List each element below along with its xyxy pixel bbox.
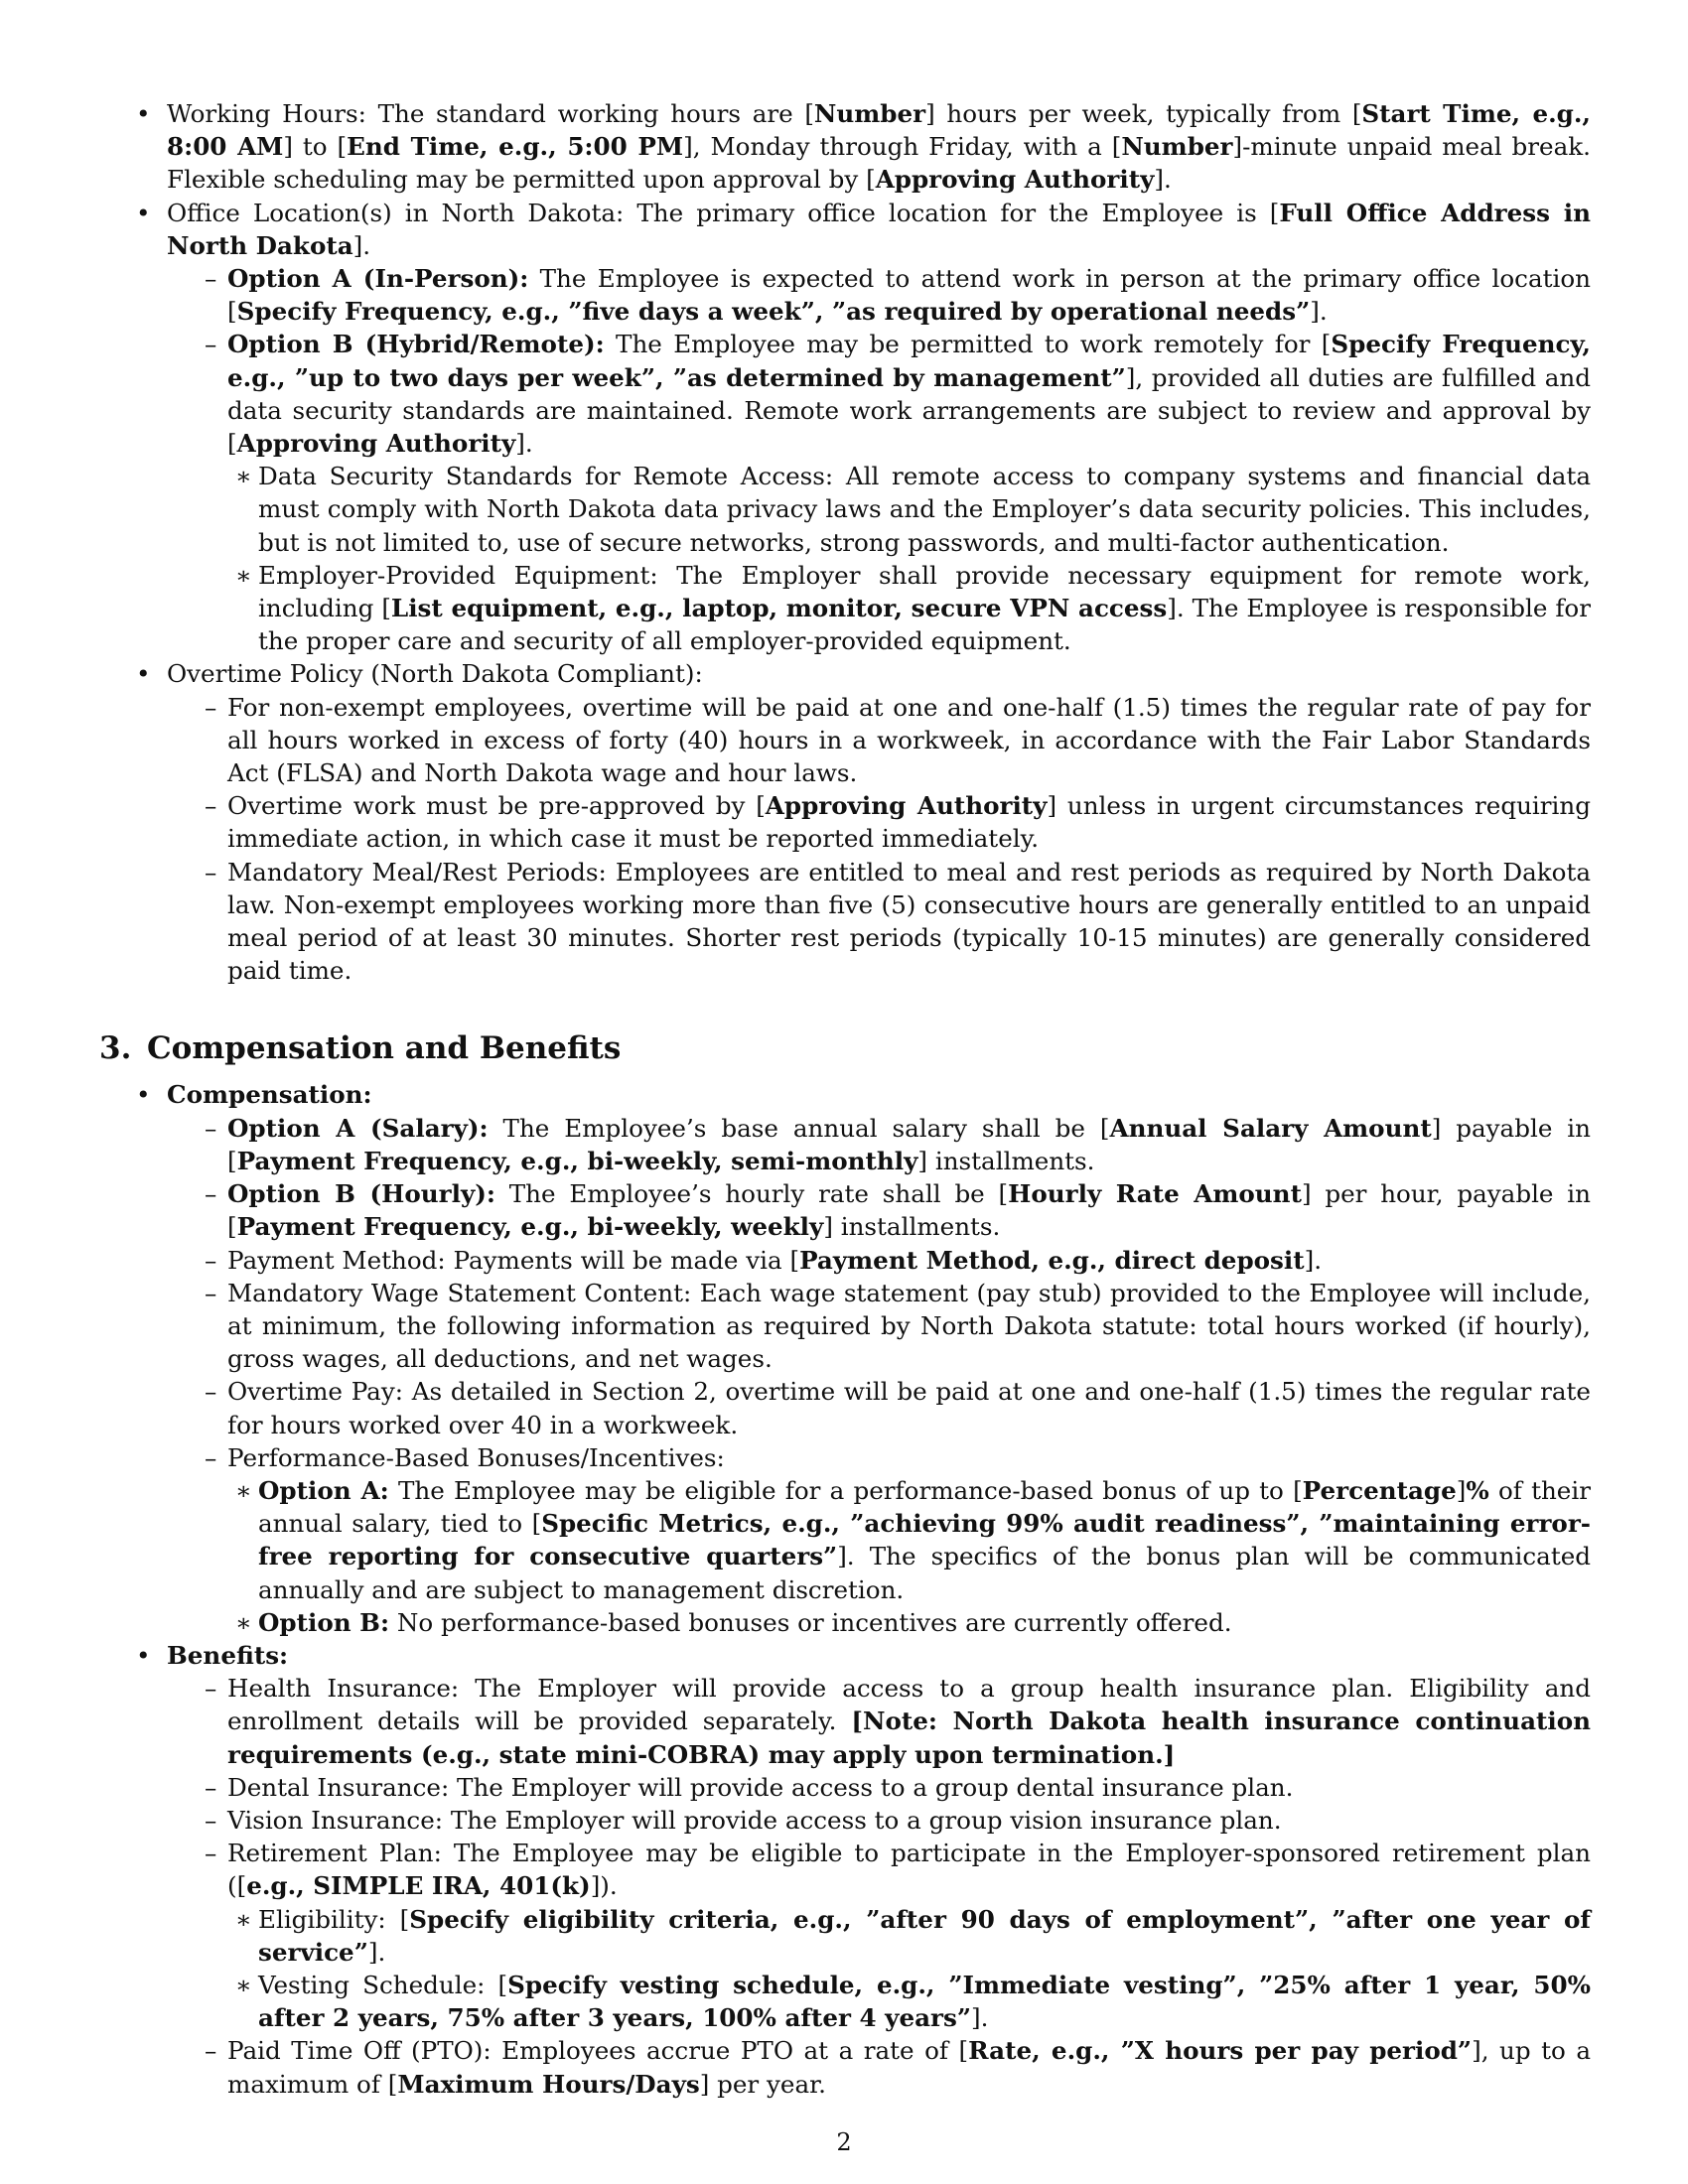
placeholder-text: Specific Metrics, e.g., ”achieving 99% audit readiness”, ”maintaining error-free reporting for consecutive quarters” [258, 1509, 1592, 1571]
text-span: Retirement Plan: The Employee may be eligible to participate in the Employer-sponsored retirement plan ([ [227, 1839, 1591, 1901]
text-span: Employer-Provided Equipment: The Employer shall provide necessary equipment for remote work, including [ [258, 560, 1591, 623]
text-span: Health Insurance: The Employer will provide access to a group health insurance plan. Eligibility and enrollment details will be provided separately. [227, 1674, 1591, 1736]
bullet-marker: • [136, 1080, 151, 1110]
text-span: ], provided all duties are fulfilled and data security standards are maintained. Remote work arrangements are subject to review and approval by [ [227, 362, 1591, 459]
placeholder-text: Specify Frequency, e.g., ”up to two days per week”, ”as determined by management” [227, 330, 1591, 392]
placeholder-text: Specify vesting schedule, e.g., ”Immediate vesting”, ”25% after 1 year, 50% after 2 years, 75% after 3 years, 100% after 4 years” [258, 1970, 1591, 2033]
page-number: 2 [836, 2128, 852, 2156]
list-item-overtime-policy [99, 657, 1591, 987]
text-span: Eligibility: [ [258, 1904, 410, 1934]
text-span: Dental Insurance: The Employer will provide access to a group dental insurance plan. [227, 1772, 1294, 1802]
bullet-marker: • [136, 99, 151, 128]
option-label: Option A (In-Person): [227, 264, 529, 294]
placeholder-text: Specify eligibility criteria, e.g., ”after 90 days of employment”, ”after one year of service” [258, 1904, 1591, 1967]
text-span: of their annual salary, tied to [ [258, 1475, 1591, 1539]
text-span: Mandatory Wage Statement Content: Each wage statement (pay stub) provided to the Employee will include, at minimum, the following information as required by North Dakota statute: total hours worked (if hourly), gross wages, all deductions, and net wages. [227, 1278, 1591, 1374]
text-span: ]). [590, 1871, 618, 1901]
text-span: ]. [515, 429, 533, 459]
retirement-details-list [227, 1903, 1591, 2035]
dash-marker: – [205, 1805, 217, 1835]
text-span: ] to [ [283, 132, 348, 162]
text-span: The Employee is expected to attend work in person at the primary office location [ [227, 264, 1592, 327]
note-text: [Note: North Dakota health insurance continuation requirements (e.g., state mini-COBRA) may apply upon termination.] [227, 1706, 1591, 1769]
list-item-vesting [227, 1969, 1591, 2034]
placeholder-text: Percentage [1302, 1475, 1457, 1505]
placeholder-text: Hourly Rate Amount [1008, 1179, 1302, 1209]
compensation-list [167, 1112, 1591, 1639]
subsection-title: Benefits: [167, 1640, 289, 1670]
text-span: Paid Time Off (PTO): Employees accrue PTO at a rate of [ [227, 2036, 969, 2066]
placeholder-text: Number [1121, 132, 1233, 162]
star-marker: ∗ [235, 560, 252, 590]
dash-marker: – [205, 1674, 217, 1704]
bullet-marker: • [136, 1640, 151, 1670]
bullet-marker: • [136, 659, 151, 689]
text-span: ] payable in [ [227, 1113, 1592, 1175]
text-span: Vision Insurance: The Employer will provide access to a group vision insurance plan. [227, 1805, 1282, 1835]
list-item-bonus-option-b [227, 1606, 1591, 1639]
text-span: Performance-Based Bonuses/Incentives: [227, 1442, 725, 1472]
office-options-list [167, 262, 1591, 657]
list-item-option-a-in-person [167, 262, 1591, 328]
percent-sign: % [1466, 1475, 1489, 1505]
text-span: Office Location(s) in North Dakota: The primary office location for the Employee is [ [167, 198, 1280, 227]
list-item-compensation [99, 1078, 1591, 1638]
dash-marker: – [205, 1278, 217, 1307]
dash-marker: – [205, 1772, 217, 1802]
text-span: ], Monday through Friday, with a [ [683, 132, 1122, 162]
placeholder-text: Approving Authority [875, 165, 1155, 195]
list-item-salary [167, 1112, 1591, 1177]
section2-list [99, 97, 1591, 987]
list-item-overtime-pay [167, 1375, 1591, 1440]
benefits-list [167, 1672, 1591, 2101]
text-span: The Employee’s base annual salary shall be [ [488, 1113, 1110, 1143]
list-item-benefits [99, 1639, 1591, 2101]
text-span: ], up to a maximum of [ [227, 2036, 1591, 2099]
section3-list [99, 1078, 1591, 2100]
star-marker: ∗ [235, 1607, 252, 1637]
list-item-payment-method [167, 1244, 1591, 1277]
list-item-office-location [99, 197, 1591, 658]
placeholder-text: Full Office Address in North Dakota [167, 198, 1591, 260]
option-label: Option B (Hourly): [227, 1179, 495, 1209]
list-item-bonus-option-a [227, 1474, 1591, 1606]
placeholder-text: Payment Frequency, e.g., bi-weekly, semi-monthly [236, 1146, 918, 1175]
dash-marker: – [205, 330, 217, 359]
dash-marker: – [205, 264, 217, 294]
option-label: Option A (Salary): [227, 1113, 489, 1143]
text-span: Vesting Schedule: [ [258, 1970, 508, 1999]
text-span: ]. [1310, 297, 1328, 327]
bullet-marker: • [136, 198, 151, 227]
document-page [99, 97, 1591, 2101]
placeholder-text: Rate, e.g., ”X hours per pay period” [968, 2036, 1473, 2066]
placeholder-text: Maximum Hours/Days [397, 2069, 700, 2099]
option-label: Option A: [258, 1475, 389, 1505]
list-item-vision-insurance [167, 1804, 1591, 1837]
star-marker: ∗ [235, 1475, 252, 1505]
placeholder-text: Approving Authority [236, 429, 516, 459]
text-span: The Employee may be permitted to work remotely for [ [604, 330, 1332, 359]
star-marker: ∗ [235, 1970, 252, 1999]
text-span: ] installments. [917, 1146, 1095, 1175]
dash-marker: – [205, 1377, 217, 1407]
dash-marker: – [205, 857, 217, 887]
text-span: Mandatory Meal/Rest Periods: Employees are entitled to meal and rest periods as required by North Dakota law. Non-exempt employees working more than five (5) consecutive hours are generally entitled to an unpaid meal period of at least 30 minutes. Shorter rest periods (typically 10-15 minutes) are generally considered paid time. [227, 857, 1591, 986]
dash-marker: – [205, 1245, 217, 1275]
text-span: The Employee’s hourly rate shall be [ [494, 1179, 1009, 1209]
text-span: Data Security Standards for Remote Access: All remote access to company systems and financial data must comply with North Dakota data privacy laws and the Employer’s data security policies. This includes, but is not limited to, use of secure networks, strong passwords, and multi-factor authentication. [258, 462, 1591, 557]
placeholder-text: Number [813, 99, 926, 128]
placeholder-text: Payment Frequency, e.g., bi-weekly, weekly [236, 1212, 824, 1242]
list-item-eligibility [227, 1903, 1591, 1969]
option-label: Option B (Hybrid/Remote): [227, 330, 605, 359]
text-span: For non-exempt employees, overtime will be paid at one and one-half (1.5) times the regular rate of pay for all hours worked in excess of forty (40) hours in a workweek, in accordance with the Fair Labor Standards Act (FLSA) and North Dakota wage and hour laws. [227, 692, 1591, 788]
section-title: Compensation and Benefits [147, 1030, 622, 1067]
text-span: ]. [971, 2003, 989, 2033]
text-span: Overtime Policy (North Dakota Compliant): [167, 659, 703, 689]
dash-marker: – [205, 1442, 217, 1472]
text-span: ] unless in urgent circumstances requiring immediate action, in which case it must be reported immediately. [227, 791, 1591, 854]
remote-details-list [227, 460, 1591, 657]
list-item-bonuses [167, 1441, 1591, 1639]
dash-marker: – [205, 2036, 217, 2066]
placeholder-text: End Time, e.g., 5:00 PM [347, 132, 684, 162]
text-span: ] per year. [699, 2069, 826, 2099]
dash-marker: – [205, 1839, 217, 1868]
text-span: ]-minute unpaid meal break. Flexible scheduling may be permitted upon approval by [ [167, 132, 1591, 195]
option-label: Option B: [258, 1607, 390, 1637]
list-item-meal-rest [167, 856, 1591, 988]
dash-marker: – [205, 1113, 217, 1143]
text-span: ]. [1304, 1245, 1323, 1275]
dash-marker: – [205, 1179, 217, 1209]
list-item-working-hours [99, 97, 1591, 197]
placeholder-text: List equipment, e.g., laptop, monitor, secure VPN access [390, 594, 1168, 623]
list-item-non-exempt [167, 691, 1591, 790]
bonus-options-list [227, 1474, 1591, 1639]
dash-marker: – [205, 692, 217, 722]
placeholder-text: Specify Frequency, e.g., ”five days a week”, ”as required by operational needs” [236, 297, 1311, 327]
text-span: ]. The Employee is responsible for the proper care and security of all employer-provided equipment. [258, 594, 1591, 656]
text-span: Overtime Pay: As detailed in Section 2, overtime will be paid at one and one-half (1.5) times the regular rate for hours worked over 40 in a workweek. [227, 1377, 1591, 1439]
text-span: ]. [367, 1937, 386, 1967]
list-item-pto [167, 2034, 1591, 2100]
list-item-health-insurance [167, 1672, 1591, 1771]
text-span: The Employee may be eligible for a performance-based bonus of up to [ [388, 1475, 1303, 1505]
text-span: ]. [352, 230, 371, 260]
placeholder-text: Annual Salary Amount [1109, 1113, 1432, 1143]
placeholder-text: e.g., SIMPLE IRA, 401(k) [246, 1871, 591, 1901]
list-item-equipment [227, 559, 1591, 658]
star-marker: ∗ [235, 462, 252, 491]
text-span: ] per hour, payable in [ [227, 1179, 1591, 1242]
text-span: Overtime work must be pre-approved by [ [227, 791, 766, 821]
section-number: 3. [99, 1030, 132, 1067]
list-item-retirement-plan [167, 1837, 1591, 2034]
text-span: ]. [1154, 165, 1172, 195]
list-item-option-b-hybrid [167, 328, 1591, 657]
list-item-data-security [227, 460, 1591, 559]
list-item-preapproval [167, 789, 1591, 855]
placeholder-text: Approving Authority [765, 791, 1048, 821]
text-span: Working Hours: The standard working hours are [ [167, 99, 814, 128]
placeholder-text: Start Time, e.g., 8:00 AM [167, 99, 1591, 162]
list-item-dental-insurance [167, 1771, 1591, 1804]
list-item-hourly [167, 1177, 1591, 1243]
text-span: No performance-based bonuses or incentives are currently offered. [389, 1607, 1232, 1637]
star-marker: ∗ [235, 1904, 252, 1934]
list-item-wage-statement [167, 1277, 1591, 1376]
text-span: ] installments. [823, 1212, 1001, 1242]
dash-marker: – [205, 791, 217, 821]
text-span: ] hours per week, typically from [ [925, 99, 1362, 128]
placeholder-text: Payment Method, e.g., direct deposit [799, 1245, 1305, 1275]
text-span: ] [1456, 1475, 1467, 1505]
text-span: Payment Method: Payments will be made via [ [227, 1245, 800, 1275]
section-heading [99, 1028, 1591, 1068]
text-span: ]. The specifics of the bonus plan will be communicated annually and are subject to management discretion. [258, 1542, 1591, 1604]
overtime-list [167, 691, 1591, 988]
subsection-title: Compensation: [167, 1080, 372, 1110]
